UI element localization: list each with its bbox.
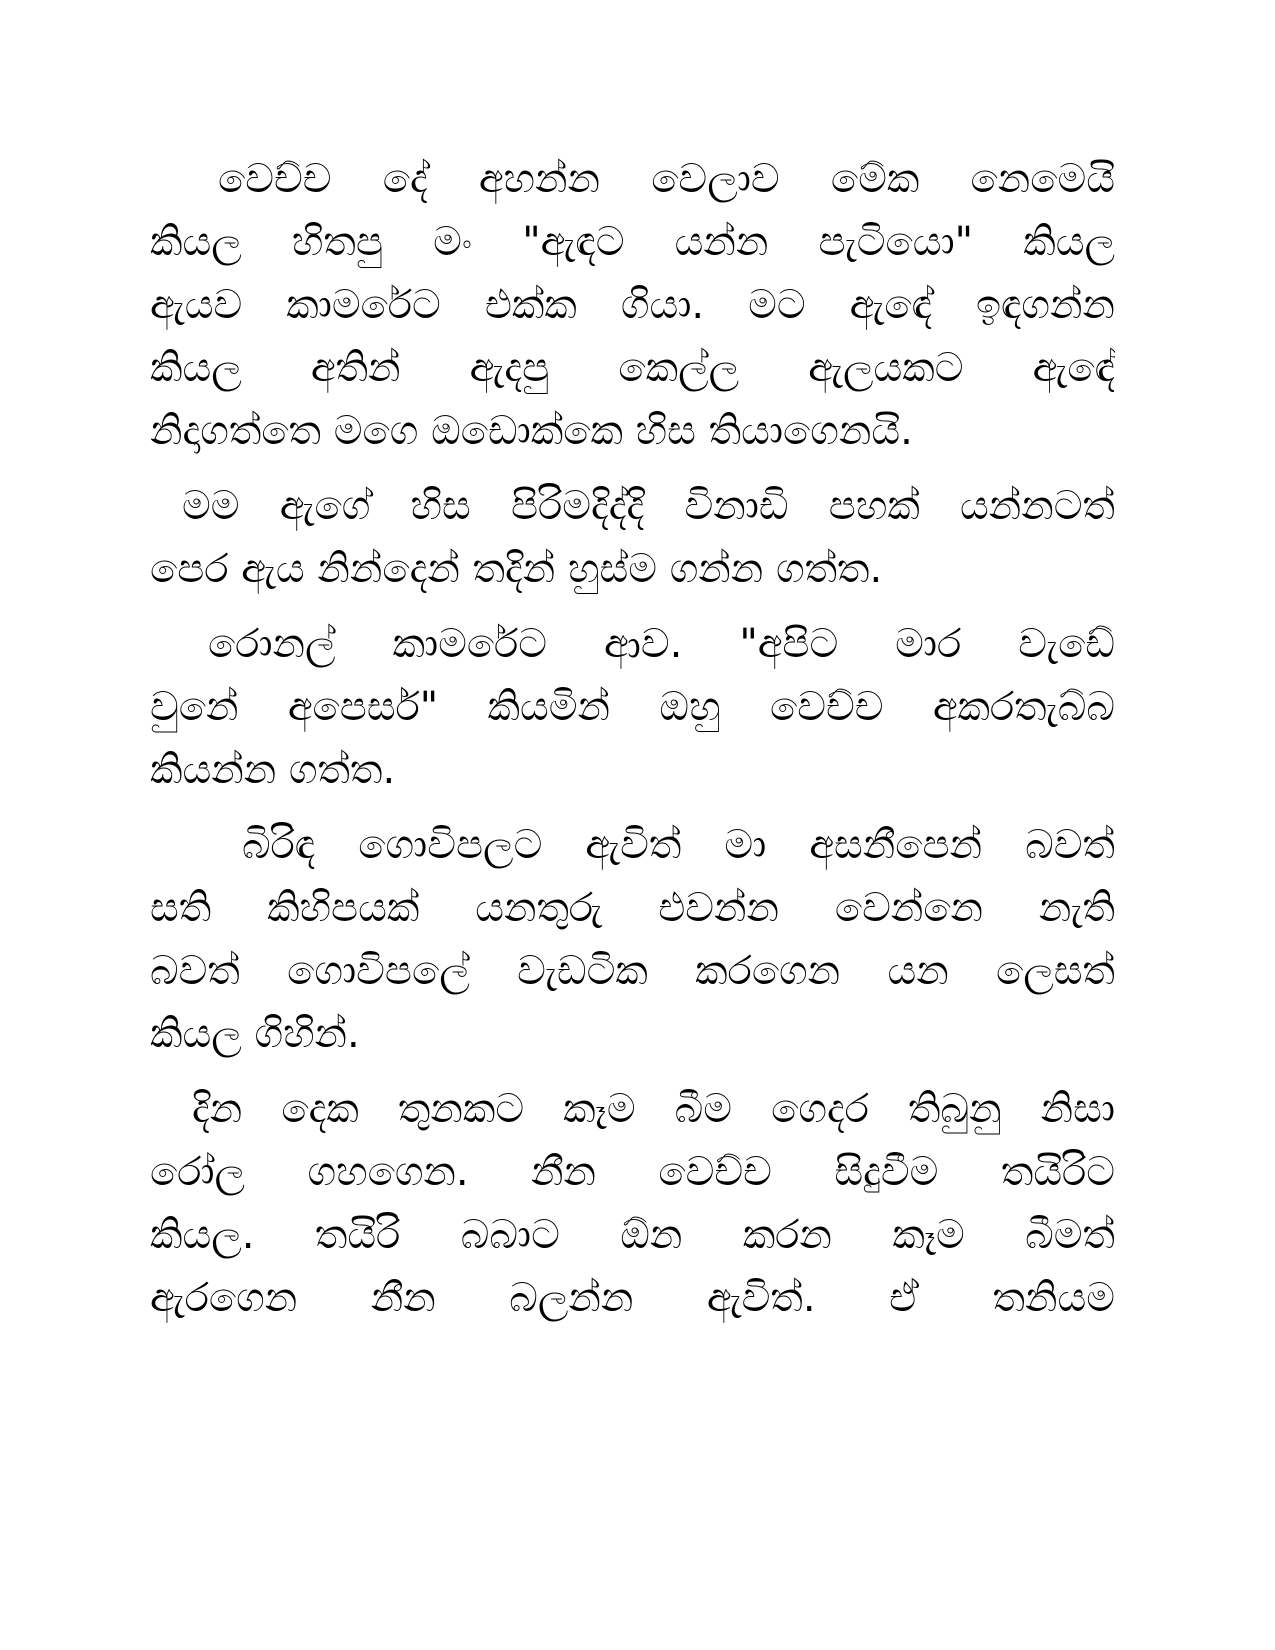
paragraph-line: පෙර ඇය නින්දෙන් තදින් හුස්ම ගන්න ගත්ත. bbox=[150, 546, 883, 592]
paragraph-line: දින දෙක තුනකට කෑම බීම ගෙදර තිබුනු නිසා bbox=[192, 1086, 1115, 1132]
paragraph-1 bbox=[150, 148, 1115, 463]
paragraph-line: කියල හිතපු මං "ඇඳට යන්න පැටියො" කියල bbox=[150, 219, 1115, 265]
paragraph-spacer bbox=[150, 1066, 1115, 1078]
text-body bbox=[150, 148, 1115, 1330]
paragraph-line: ඇයව කාමරේට එක්ක ගියා. මට ඇඳේ ඉඳගන්න bbox=[150, 282, 1115, 328]
paragraph-line: නිදාගත්තෙ මගෙ ඔඩොක්කෙ හිස තියාගෙනයි. bbox=[150, 408, 913, 454]
paragraph-spacer bbox=[150, 802, 1115, 814]
paragraph-5 bbox=[150, 1078, 1115, 1330]
paragraph-line: කියල ගිහින්. bbox=[150, 1011, 360, 1057]
paragraph-line: සති කිහිපයක් යනතුරු එවන්න වෙන්නෙ නැති bbox=[150, 885, 1115, 931]
paragraph-4 bbox=[150, 814, 1115, 1066]
paragraph-line: කියල අතින් ඇදපු කෙල්ල ඇලයකට ඇඳේ bbox=[150, 345, 1115, 391]
paragraph-line: රෝල ගහගෙන. නීන වෙච්ච සිදුවීම තයිරිට bbox=[150, 1149, 1115, 1195]
paragraph-line: බවත් ගොවිපලේ වැඩටික කරගෙන යන ලෙසත් bbox=[150, 948, 1115, 994]
paragraph-line: බිරිඳ ගොවිපලට ඇවිත් මා අසනීපෙන් බවත් bbox=[242, 822, 1115, 868]
paragraph-line: කියන්න ගත්ත. bbox=[150, 747, 396, 793]
paragraph-line: ඇරගෙන නීන බලන්න ඇවිත්. ඒ තනියම bbox=[150, 1275, 1115, 1321]
paragraph-line: වුනේ අපෙසර්" කියමින් ඔහු වෙච්ච අකරතැබ්බ bbox=[150, 684, 1115, 730]
paragraph-line: වෙච්ච දේ අහන්න වෙලාව මේක නෙමෙයි bbox=[218, 156, 1115, 202]
paragraph-spacer bbox=[150, 601, 1115, 613]
paragraph-line: රොනල් කාමරේට ආව. "අපිට මාර වැඩේ bbox=[208, 621, 1115, 667]
paragraph-spacer bbox=[150, 463, 1115, 475]
paragraph-3 bbox=[150, 613, 1115, 802]
paragraph-line: මම ඇගේ හිස පිරිමදිද්දි විනාඩි පහක් යන්නටත් bbox=[182, 483, 1115, 529]
paragraph-line: කියල. තයිරි බබාට ඕන කරන කෑම බීමත් bbox=[150, 1212, 1115, 1258]
paragraph-2 bbox=[150, 475, 1115, 601]
